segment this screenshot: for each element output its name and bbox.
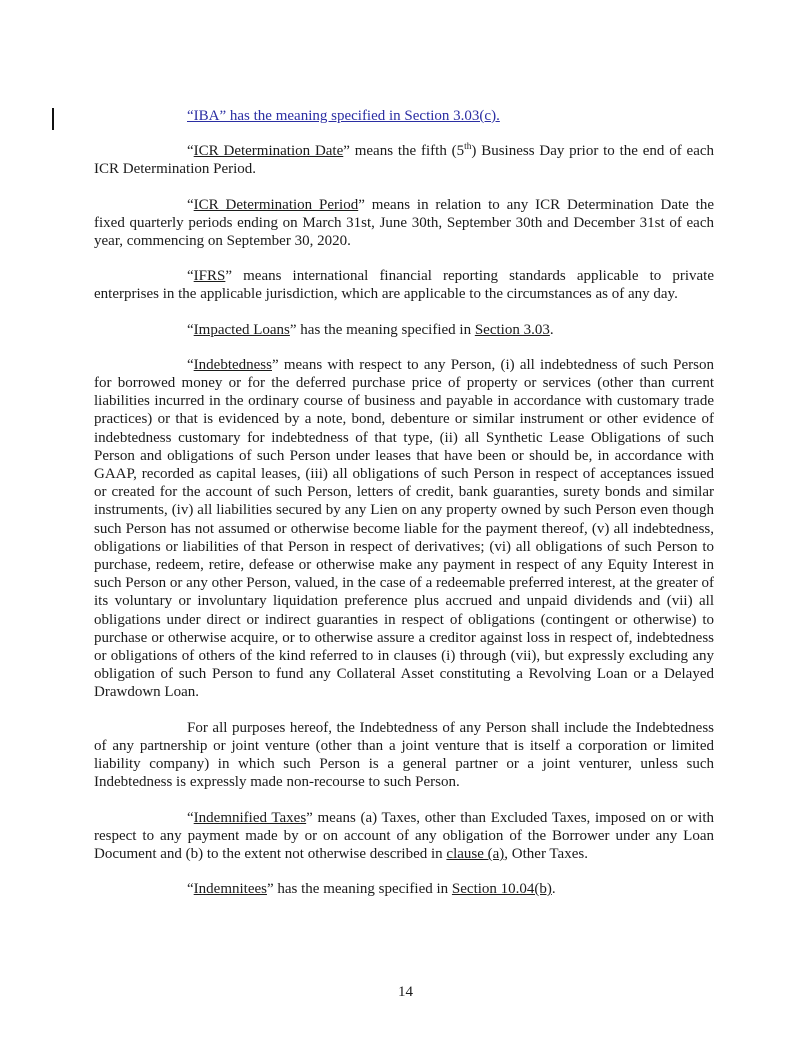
definition-ifrs: “IFRS” means international financial reporting standards applicable to private enterprises in the applicable jurisdiction, which are applicable to the circumstances as of any day.: [94, 268, 714, 303]
page-number: 14: [398, 984, 413, 1000]
definition-icr-determination-period: “ICR Determination Period” means in relation to any ICR Determination Date the fixed quarterly periods ending on March 31st, June 30th, September 30th and December 31st of each year, commencing on September 30, 2020.: [94, 196, 714, 250]
paragraph-indebtedness-purposes: For all purposes hereof, the Indebtedness of any Person shall include the Indebtedness of any partnership or joint venture (other than a joint venture that is itself a corporation or limited liability company) in which such Person is a general partner or a joint venturer, unless such Indebtedness is expressly made non-recourse to such Person.: [94, 719, 714, 791]
definition-iba: “IBA” has the meaning specified in Section 3.03(c).: [187, 108, 500, 124]
definition-indebtedness: “Indebtedness” means with respect to any Person, (i) all indebtedness of such Person for borrowed money or for the deferred purchase price of property or services (other than current liabilities incurred in the ordinary course of business and payable in accordance with customary trade practices) or that is evidenced by a note, bond, debenture or similar instrument or other evidence of indebtedness customary for indebtedness of that type, (ii) all Synthetic Lease Obligations of such Person and obligations of such Person under leases that have been or should be, in accordance with GAAP, recorded as capital leases, (iii) all obligations of such Person in respect of acceptances issued or created for the account of such Person, letters of credit, bank guaranties, surety bonds and similar instruments, (iv) all liabilities secured by any Lien on any property owned by such Person even though such Person has not assumed or otherwise become liable for the payment thereof, (v) all indebtedness, obligations or liabilities of that Person in respect of derivatives; (vi) all obligations of such Person to purchase, redeem, retire, defease or otherwise make any payment in respect of any Equity Interest in such Person or any other Person, valued, in the case of a redeemable preferred interest, at the greater of its voluntary or involuntary liquidation preference plus accrued and unpaid dividends and (vii) all obligations under direct or indirect guaranties in respect of obligations (contingent or otherwise) to purchase or otherwise acquire, or to otherwise assure a creditor against loss in respect of, indebtedness or obligations of others of the kind referred to in clauses (i) through (vii), but expressly excluding any obligation of such Person to fund any Collateral Asset constituting a Revolving Loan or a Delayed Drawdown Loan.: [94, 356, 714, 701]
definition-icr-determination-date: “ICR Determination Date” means the fifth (5th) Business Day prior to the end of each ICR Determination Period.: [94, 142, 715, 178]
definition-impacted-loans: “Impacted Loans” has the meaning specified in Section 3.03.: [187, 321, 554, 338]
text-block: [94, 107, 714, 898]
definition-indemnitees: “Indemnitees” has the meaning specified in Section 10.04(b).: [187, 881, 556, 898]
change-bar: [52, 108, 54, 130]
definition-indemnified-taxes: “Indemnified Taxes” means (a) Taxes, other than Excluded Taxes, imposed on or with respect to any payment made by or on account of any obligation of the Borrower under any Loan Document and (b) to the extent not otherwise described in clause (a), Other Taxes.: [94, 809, 714, 862]
